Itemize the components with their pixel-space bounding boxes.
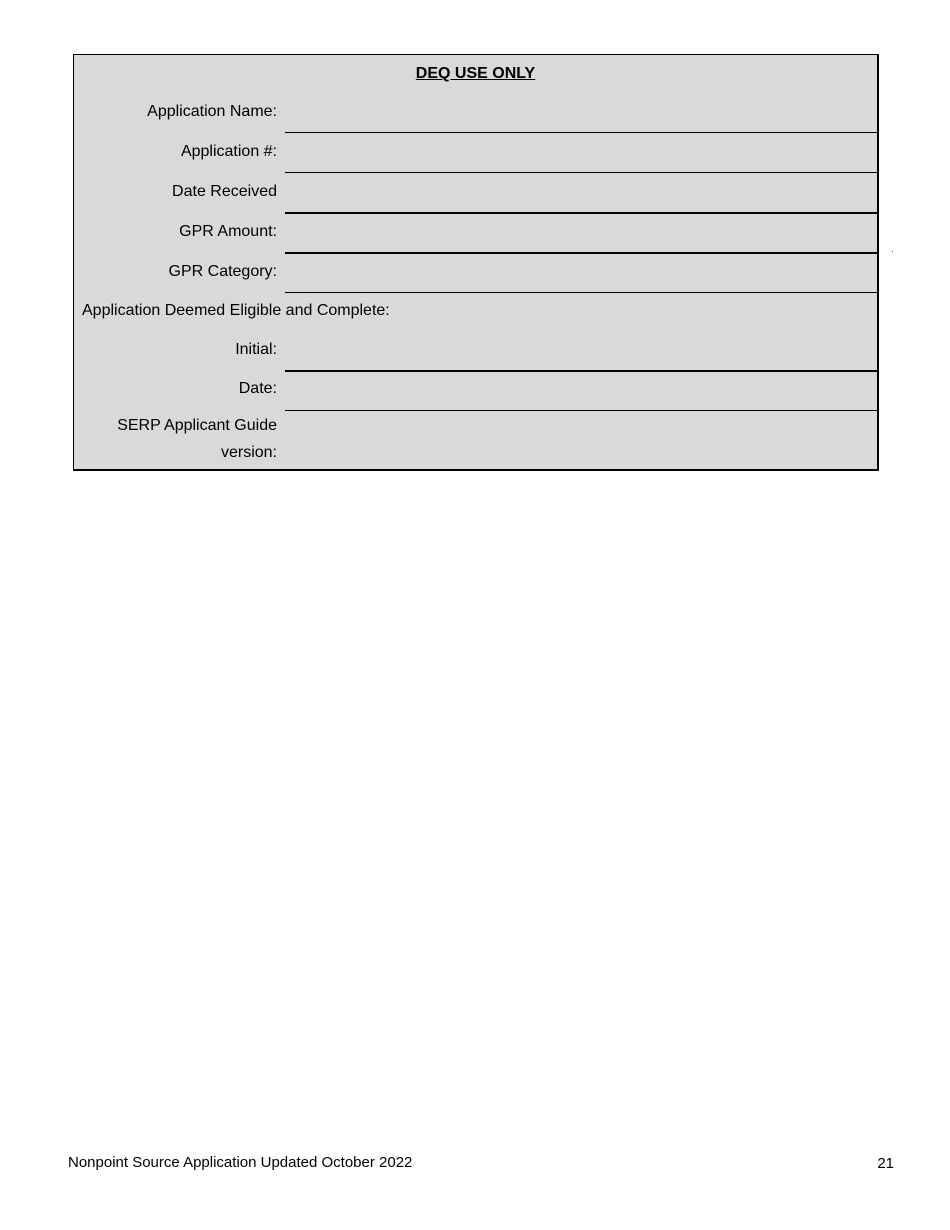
date-label: Date: — [238, 380, 277, 397]
gpr-amount-field[interactable] — [285, 252, 877, 254]
guide-version-field[interactable] — [285, 415, 877, 469]
deq-use-only-form — [73, 54, 879, 471]
application-name-field[interactable] — [285, 132, 877, 133]
date-received-field[interactable] — [285, 212, 877, 214]
footer-text: Nonpoint Source Application Updated October 2022 — [68, 1154, 413, 1171]
guide-version-label-line1: SERP Applicant Guide — [117, 417, 277, 434]
initial-label: Initial: — [235, 341, 277, 358]
date-field[interactable] — [285, 410, 877, 411]
initial-field[interactable] — [285, 370, 877, 372]
page-number: 21 — [877, 1155, 894, 1172]
gpr-category-label: GPR Category: — [168, 263, 277, 280]
application-number-label: Application #: — [180, 143, 277, 160]
gpr-category-field[interactable] — [285, 292, 877, 293]
gpr-amount-label: GPR Amount: — [179, 223, 277, 240]
stray-dot — [892, 251, 893, 252]
application-name-label: Application Name: — [147, 103, 277, 120]
form-title: DEQ USE ONLY — [415, 65, 536, 82]
application-number-field[interactable] — [285, 172, 877, 173]
guide-version-label-line2: version: — [220, 444, 277, 461]
date-received-label: Date Received — [172, 183, 277, 200]
eligible-complete-label: Application Deemed Eligible and Complete: — [82, 302, 390, 319]
